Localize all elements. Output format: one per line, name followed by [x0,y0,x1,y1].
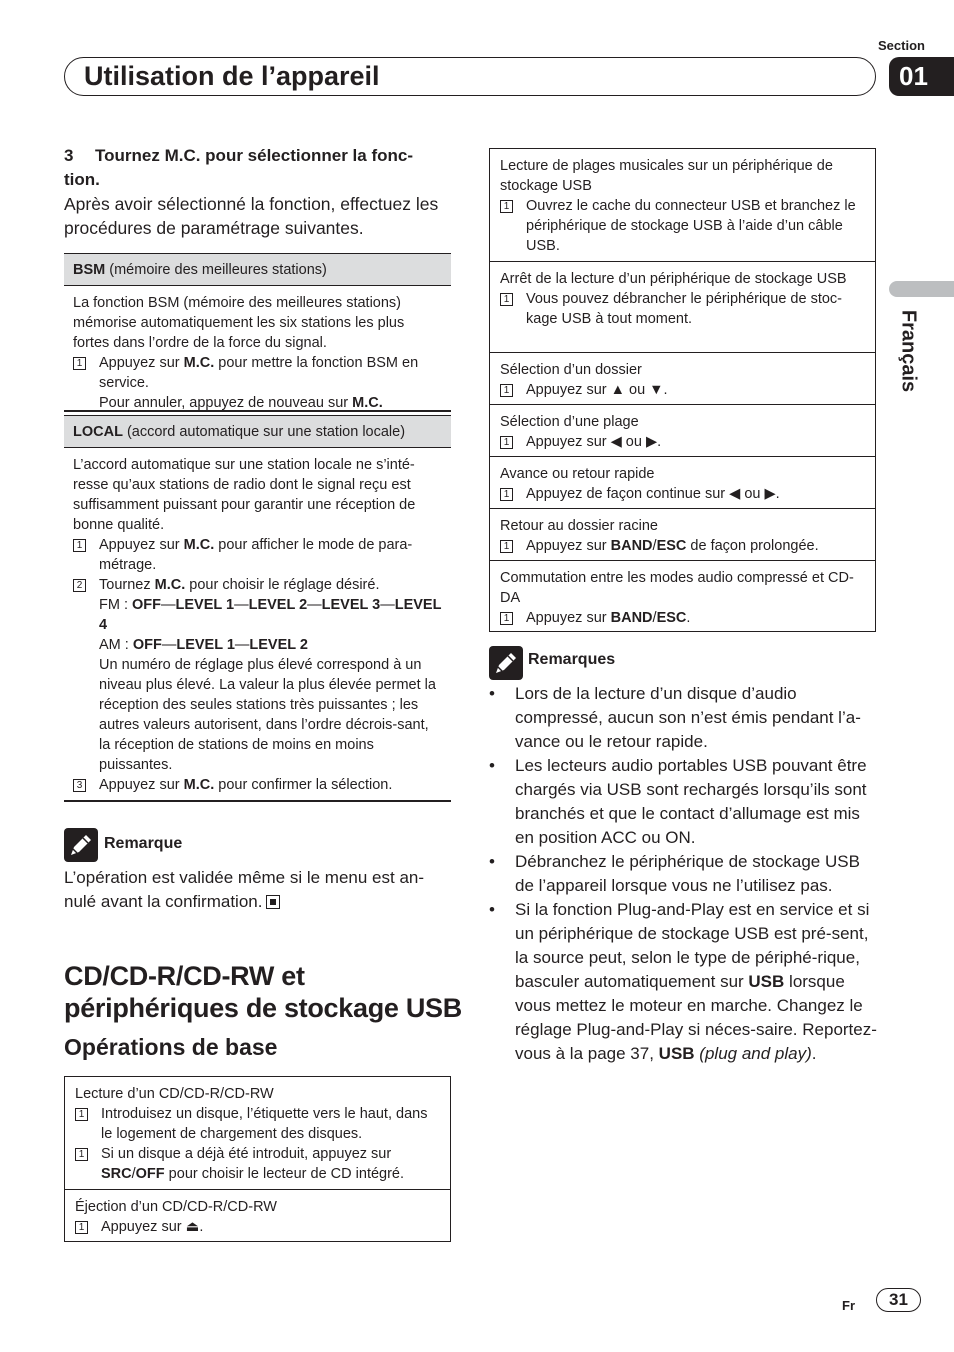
pencil-note-icon [489,646,523,680]
usb-mode-cell: Commutation entre les modes audio compressé et CD-DA 1 Appuyez sur BAND/ESC. [500,570,854,626]
local-level-note: Un numéro de réglage plus élevé correspond à un niveau plus élevé. La valeur la plus élevée permet la réception des seules stations très puissantes ; les autres valeurs autorisent, dans l’ordre décrois-sant, la réception de stations de moins en moins puissantes. [99,657,436,773]
usb-stop-cell: Arrêt de la lecture d’un périphérique de stockage USB 1 Vous pouvez débrancher le périphérique de stoc-kage USB à tout moment. [490,262,875,353]
bsm-table [64,253,451,412]
local-table [64,415,451,802]
pencil-note-icon [64,828,98,862]
local-step-2: 2 Tournez M.C. pour choisir le réglage désiré. [73,575,442,595]
local-step-1: 1 Appuyez sur M.C. pour afficher le mode de para-métrage. [73,535,442,575]
usb-track-cell: Sélection d’une plage 1 Appuyez sur ◀ ou ▶. [490,405,875,457]
usb-operations-table [489,148,876,632]
list-item: • Débranchez le périphérique de stockage USB de l’appareil lorsque vous ne l’utilisez pas. [489,850,879,898]
step-3-text: Après avoir sélectionné la fonction, effectuez les procédures de paramétrage suivantes. [64,194,439,238]
section-number: 01 [889,57,954,96]
language-label: Français [897,309,920,393]
bsm-description: La fonction BSM (mémoire des meilleures stations) mémorise automatiquement les six stations les plus fortes dans l’ordre de la force du signal. [73,295,405,351]
usb-root-cell: Retour au dossier racine 1 Appuyez sur BAND/ESC de façon prolongée. [490,509,875,561]
remark-title: Remarque [104,835,183,852]
usb-fast-cell: Avance ou retour rapide 1 Appuyez de façon continue sur ◀ ou ▶. [490,457,875,509]
remark-text: L’opération est validée même si le menu est an-nulé avant la confirmation. [64,868,425,911]
local-description: L’accord automatique sur une station locale ne s’inté-resse qu’aux stations de radio dont le signal reçu est suffisamment puissant pour garantir une réception de bonne qualité. [73,457,416,533]
list-item: • Les lecteurs audio portables USB pouvant être chargés via USB sont rechargés lorsqu’ils sont branchés et que le contact d’allumage est mis en position ACC ou ON. [489,754,879,850]
cd-play-cell: Lecture d’un CD/CD-R/CD-RW 1 Introduisez un disque, l’étiquette vers le haut, dans le logement de chargement des disques. 1 Si un disque a déjà été introduit, appuyez sur SRC/OFF pour choisir le lecteur de CD intégré. [65,1077,450,1190]
list-item: • Lors de la lecture d’un disque d’audio compressé, aucun son n’est émis pendant l’a-vance ou le retour rapide. [489,682,879,754]
bsm-table-header: BSM (mémoire des meilleures stations) [64,254,451,286]
bsm-step-1: 1 Appuyez sur M.C. pour mettre la fonction BSM en service. [73,353,442,393]
local-table-header: LOCAL (accord automatique sur une station locale) [64,416,451,448]
usb-folder-cell: Sélection d’un dossier 1 Appuyez sur ▲ ou ▼. [490,353,875,405]
subsection-heading: Opérations de base [64,1034,278,1060]
page-title: Utilisation de l’appareil [84,61,380,91]
section-label: Section [878,38,925,53]
local-am-levels: AM : OFF—LEVEL 1—LEVEL 2 [99,637,308,653]
remarks-list [489,682,879,1066]
bsm-cancel: Pour annuler, appuyez de nouveau sur M.C. [99,395,383,411]
local-step-3: 3 Appuyez sur M.C. pour confirmer la sélection. [73,775,442,795]
step-3: 3 Tournez M.C. pour sélectionner la fonc- tion. Après avoir sélectionné la fonction, effectuez les procédures de paramétrage suivantes. [64,144,452,240]
eject-icon: ⏏ [185,1219,200,1235]
cd-eject-cell: Éjection d’un CD/CD-R/CD-RW 1 Appuyez sur ⏏. [75,1199,277,1235]
footer-language: Fr [842,1298,855,1313]
remarks-title: Remarques [528,651,616,668]
list-item: • Si la fonction Plug-and-Play est en service et si un périphérique de stockage USB est pré-sent, la source peut, selon le type de périphé-rique, basculer automatiquement sur USB lorsque vous mettez le moteur en marche. Changez le réglage Plug-and-Play si néces-saire. Reportez-vous à la page 37, USB (plug and play). [489,898,879,1066]
end-mark-icon [266,895,280,909]
language-tab [889,281,954,297]
local-fm-levels: FM : OFF—LEVEL 1—LEVEL 2—LEVEL 3—LEVEL 4 [99,597,442,633]
cd-operations-table [64,1076,451,1242]
page-number: 31 [876,1288,921,1312]
section-heading: CD/CD-R/CD-RW et périphériques de stockage USB [64,961,462,1023]
usb-play-cell: Lecture de plages musicales sur un périphérique de stockage USB 1 Ouvrez le cache du connecteur USB et branchez le périphérique de stockage USB à l’aide d’un câble USB. [490,149,875,262]
